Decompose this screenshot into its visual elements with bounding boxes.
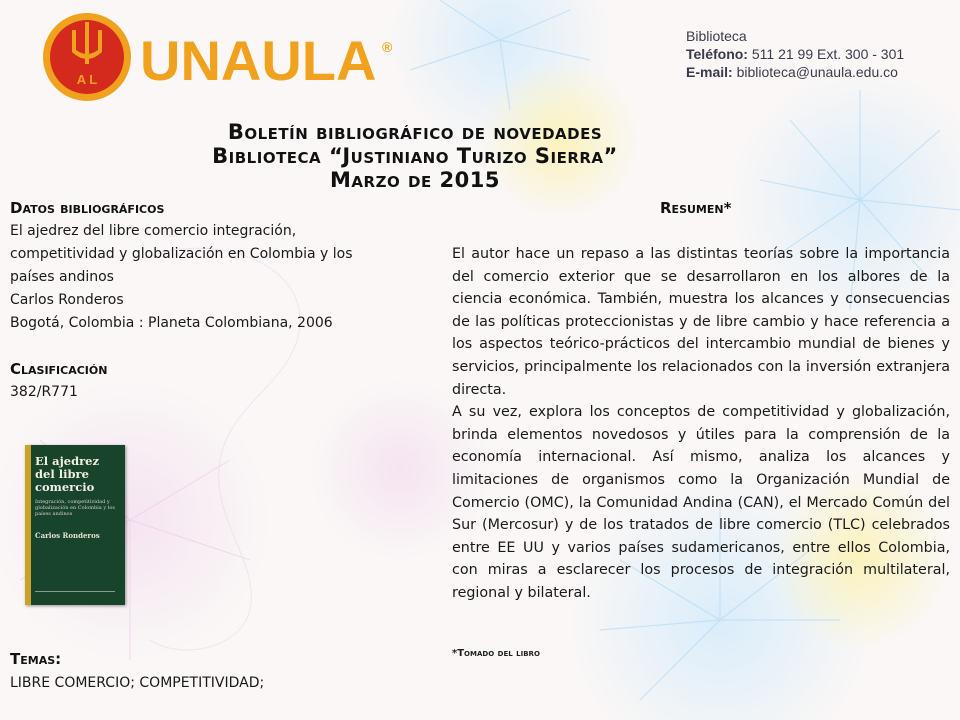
resumen-paragraph-1: El autor hace un repaso a las distintas teorías sobre la importancia del comercio exterior que se desarrollaron en los albores de la ciencia económica. También, muestra los alcances y consecuencias de las políticas proteccionistas y de libre cambio y hace referencia a los aspectos teórico-prácticos del intercambio mundial de bienes y servicios, principalmente los relacionados con la inversión extranjera directa. (452, 246, 950, 398)
book-title: El ajedrez del libre comercio integración, competitividad y globalización en Colombia y los países andinos (10, 223, 353, 285)
temas-value: LIBRE COMERCIO; COMPETITIVIDAD; (10, 675, 265, 691)
call-number: 382/R771 (10, 384, 78, 400)
book-cover (25, 445, 125, 605)
contact-email[interactable]: E-mail: biblioteca@unaula.edu.co (686, 64, 898, 80)
datos-heading: Datos bibliográficos (10, 199, 165, 217)
bibliographic-data (10, 220, 390, 335)
book-author: Carlos Ronderos (10, 292, 124, 308)
book-publisher: Bogotá, Colombia : Planeta Colombiana, 2006 (10, 315, 333, 331)
title-line-2: Biblioteca “Justiniano Turizo Sierra” (212, 144, 618, 168)
temas-heading: Temas: (10, 650, 62, 668)
contact-phone: Teléfono: 511 21 99 Ext. 300 - 301 (686, 46, 905, 62)
contact-name: Biblioteca (686, 28, 747, 44)
cover-subtitle: Integración, competitividad y globalización en Colombia y los países andinos (35, 499, 115, 517)
resumen-text (452, 243, 950, 605)
clasificacion-heading: Clasificación (10, 360, 108, 378)
cover-title: El ajedrez del libre comercio (35, 454, 100, 494)
cover-author: Carlos Ronderos (35, 531, 100, 540)
library-contact (686, 27, 904, 81)
unaula-logo (36, 8, 406, 108)
logo-wordmark: UNAULA (140, 29, 377, 92)
resumen-heading: Resumen* (660, 199, 732, 217)
resumen-paragraph-2: A su vez, explora los conceptos de competitividad y globalización, brinda elementos novedosos y útiles para la comprensión de la economía internacional. Así mismo, analiza los alcances y limitaciones de organismos como la Organización Mundial de Comercio (OMC), la Comunidad Andina (CAN), el Mercado Común del Sur (Mercosur) y de los tratados de libre comercio (TLC) celebrados entre EE UU y varios países sudamericanos, entre ellos Colombia, con miras a esclarecer los procesos de integración multilateral, regional y bilateral. (452, 404, 950, 601)
svg-text:®: ® (382, 39, 393, 55)
title-line-1: Boletín bibliográfico de novedades (227, 120, 603, 144)
source-note: *Tomado del libro (452, 648, 540, 659)
svg-text:A L: A L (76, 72, 98, 87)
title-line-3: Marzo de 2015 (330, 168, 500, 192)
bulletin-title (120, 120, 710, 192)
